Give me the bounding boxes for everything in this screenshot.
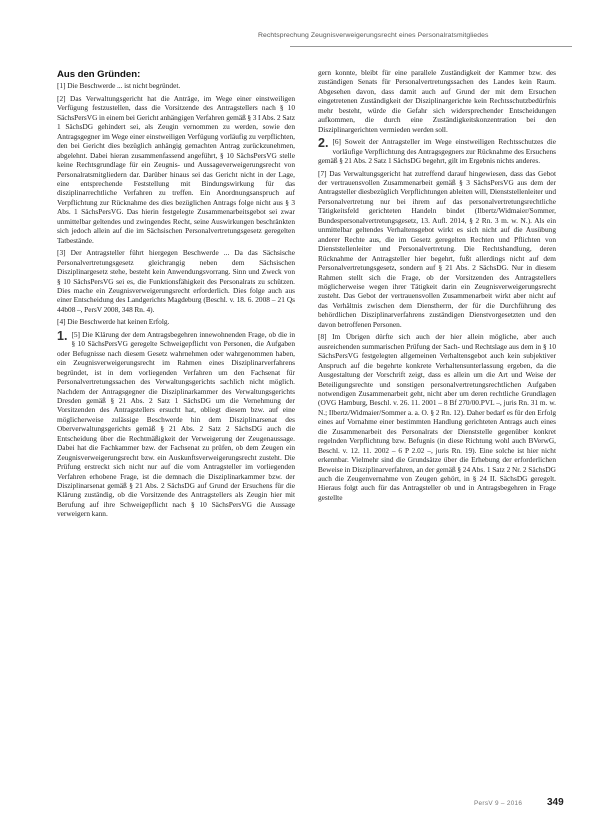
section-number: 2. [318,136,329,151]
running-header [0,32,600,46]
paragraph-text: [8] Im Übrigen dürfte sich auch der hier allein mögliche, aber auch ausreichenden summarischen Prüfung der Sach- und Rechtslage aus dem in § 10 SächsPersVG festgelegten allgemeinen Verhaltensgebot auch kein subjektiver Anspruch auf die begehrte konkrete Verhaltensunterlassung ergeben, da die Ausgestaltung der Vorschrift zeigt, dass es allein um die Art und Weise der Beteiligungsrechte und sonstigen personalvertretungsrechtlichen Aufgaben notwendigen Zusammenarbeit geht, nicht aber um deren rechtliche Grundlagen (OVG Hamburg, Beschl. v. 26. 11. 2001 – 8 Bf 270/00.PVL –, juris Rn. 31 m. w. N.; Ilbertz/Widmaier/Sommer a. a. O. § 2 Rn. 12). Daher bedarf es für den Erfolg eines auf Vornahme einer bestimmten Handlung gerichteten Antrags auch eines die Zusammenarbeit des Personalrats der Dienststelle gegenüber konkret regelnden Verpflichtung bzw. Befugnis (in diese Richtung wohl auch BVerwG, Beschl. v. 12. 11. 2002 – 6 P 2.02 –, juris Rn. 19). Eine solche ist hier nicht erkennbar. Vielmehr sind die Grundsätze über die Erhebung der erforderlichen Beweise in Disziplinarverfahren, an der gemäß § 24 Abs. 1 Satz 2 Nr. 2 SächsDG auch die Zeugenvernahme von Zeugen gehört, in § 24 II. SächsDG geregelt. Hieraus folgt auch für das Antragsteller ob und in Antragsbegehren in Frage gestellte [318,332,556,502]
paragraph-text: [4] Die Beschwerde hat keinen Erfolg. [57,317,170,327]
paragraph-text: [1] Die Beschwerde ... ist nicht begründet. [57,81,181,91]
paragraph [57,330,295,519]
paragraph [57,317,295,326]
paragraph-text: [5] Die Klärung der dem Antragsbegehren innewohnenden Frage, ob die in § 10 SächsPersVG geregelte Schweigepflicht von Personen, die Aufgaben oder Befugnisse nach diesem Gesetz wahrnehmen oder wahrgenommen haben, ein Zeugnisverweigerungsrecht im Rahmen eines Disziplinarverfahrens begründet, ist in dem vorliegenden Verfahren um den Fachsenat für Personalvertretungssachen des Verwaltungsgerichts sachlich nicht möglich. Nachdem der Antragsgegner die Disziplinarkammer des Verwaltungsgerichts Dresden gemäß § 21 Abs. 2 Satz 1 SächsDG um die Vernehmung der Vorsitzenden des Antragstellers ersucht hat, obliegt diesem bzw. auf eine möglicherweise zulässige Beschwerde hin dem Disziplinarsenat des Oberverwaltungsgerichts gemäß § 21 Abs. 2 Satz 2 SächsDG auch die Entscheidung über die Rechtmäßigkeit der Verweigerung der Zeugenaussage. Dabei hat die Fachkammer bzw. der Fachsenat zu prüfen, ob dem Zeugen ein Zeugnisverweigerungsrecht bzw. ein Auskunftsverweigerungsrecht zusteht. Die Prüfung erstreckt sich nicht nur auf die vom Antragsteller im vorliegenden Verfahren erhobene Frage, ist die demnach die Disziplinarkammer bzw. der Disziplinarsenat gemäß § 21 Abs. 2 SächsDG auf Grund der Ersuchens für die Klärung zuständig, ob die Vorsitzende des Antragstellers als Zeugin hier mit Berufung auf ihre Schweigepflicht nach § 10 SächsPersVG die Aussage verweigern kann. [57,329,295,519]
section-number: 1. [57,328,68,343]
paragraph-text: gern konnte, bleibt für eine parallele Zuständigkeit der Kammer bzw. des zuständigen Senats für Personalvertretungssachen des Landes kein Raum. Abgesehen davon, dass damit auch auf Grund der mit dem Ersuchen eingetretenen Zuständigkeit der Disziplinargerichte kein Rechtsschutzbedürfnis mehr besteht, würde die Gefahr sich widersprechender Entscheidungen aufkommen, die durch eine Zuständigkeitskonzentration bei den Disziplinargerichten vermieden werden soll. [318,68,556,134]
paragraph-text: [3] Der Antragsteller führt hiergegen Beschwerde ... Da das Sächsische Personalvertretungsgesetz gleichrangig neben dem Sächsischen Disziplinargesetz stehe, besteht kein Anwendungsvorrang. Sinn und Zweck von § 10 SächsPersVG sei es, die Funktionsfähigkeit des Personalrats zu schützen. Dies mache ein Zeugnisverweigerungsrecht erforderlich. Dies folge auch aus einer Entscheidung des Landgerichts Magdeburg (Beschl. v. 18. 6. 2008 – 21 Qs 44b08 –, PersV 2008, 348 Rn. 4). [57,248,295,314]
paragraph-text: [2] Das Verwaltungsgericht hat die Anträge, im Wege einer einstweiligen Verfügung festzustellen, dass die Vorsitzende des Antragstellers nach § 10 SächsPersVG in einem bei Gericht anhängigen Verfahren gemäß § 3 I Abs. 2 Satz 1 SächsDG gehindert sei, als Zeugin vernommen zu werden, sowie den Antragsgegner im Wege einer einstweiligen Verfügung vorläufig zu verpflichten, den bei Gericht dies bezüglich anhängig gemachten Antrag zurückzunehmen, abgelehnt. Dabei hieran zusammenfassend angeführt, § 10 SächsPersVG stelle keine Rechtsgrundlage für ein Zeugnis- und Aussageverweigerungsrecht von Personalratsmitgliedern dar. Darüber hinaus sei das Gericht nicht in der Lage, eine entsprechende Feststellung mit Bindungswirkung für das disziplinarrechtliche Verfahren zu treffen. Ein Anordnungsanspruch auf Verpflichtung zur Rücknahme des dies bezüglichen Antrags folge nicht aus § 3 Abs. 1 SächsPersVG. Das hierin festgelegte Zusammenarbeitsgebot sei zwar unmittelbar geltendes und zwingendes Recht, seine Auswirkungen beschränkten sich jedoch allein auf die im Sächsischen Personalvertretungsgesetz geregelten Tatbestände. [57,93,295,245]
paragraph [57,81,295,90]
paragraph [318,68,556,134]
header-rule [290,46,572,47]
left-column [57,70,295,522]
paragraph-text: [7] Das Verwaltungsgericht hat zutreffend darauf hingewiesen, dass das Gebot der vertrauensvollen Zusammenarbeit gemäß § 3 SächsPersVG aus dem der Antragsteller diesbezüglich Verpflichtungen ableiten will, Dienststellenleiter und Personalvertretung nur bei ihrem auf das personalvertretungsrechtliche Tätigkeitsfeld gerichteten Handeln bindet (Ilbertz/Widmaier/Sommer, Bundespersonalvertretungsgesetz, 13. Aufl. 2014, § 2 Rn. 3 m. w. N.). Als ein unmittelbar geltendes Verhaltensgebot wirkt es sich nicht auf die Ausübung anderer Rechte aus, die im Gesetz geregelten Rechten und Pflichten von Dienststellenleiter und Personalvertretung. Die Rechtshandlung, deren Rücknahme der Antragsteller hier begehrt, fußt allerdings nicht auf dem Personalvertretungsgesetz, sondern auf § 21 Abs. 2 SächsDG. Nur in diesem Rahmen stellt sich die Frage, ob der Vorsitzenden des Antragstellers möglicherweise wegen ihrer Tätigkeit darin ein Zeugnisverweigerungsrecht zusteht. Das Gebot der vertrauensvollen Zusammenarbeit wirkt aber nicht auf das Verhältnis zwischen dem Dienstherrn, der für die Durchführung des behördlichen Disziplinarverfahrens zuständigen Dienstvorgesetzten und den davon betroffenen Personen. [318,168,556,329]
right-column [318,68,556,505]
journal-label: PersV 9 – 2016 [474,800,523,807]
paragraph [318,169,556,330]
paragraph-text: [6] Soweit der Antragsteller im Wege einstweiligen Rechtsschutzes die vorläufige Verpflichtung des Antragsgegners zur Rücknahme des Ersuchens gemäß § 21 Abs. 2 Satz 1 SächsDG begehrt, gilt im Ergebnis nichts anderes. [318,137,556,166]
section-heading: Aus den Gründen: [57,69,141,80]
paragraph [318,332,556,502]
page-number: 349 [547,797,564,808]
paragraph [318,137,556,165]
paragraph [57,248,295,314]
running-title: Rechtsprechung Zeugnisverweigerungsrecht eines Personalratsmitgliedes [258,32,489,39]
page-footer [0,797,600,813]
paragraph [57,94,295,245]
